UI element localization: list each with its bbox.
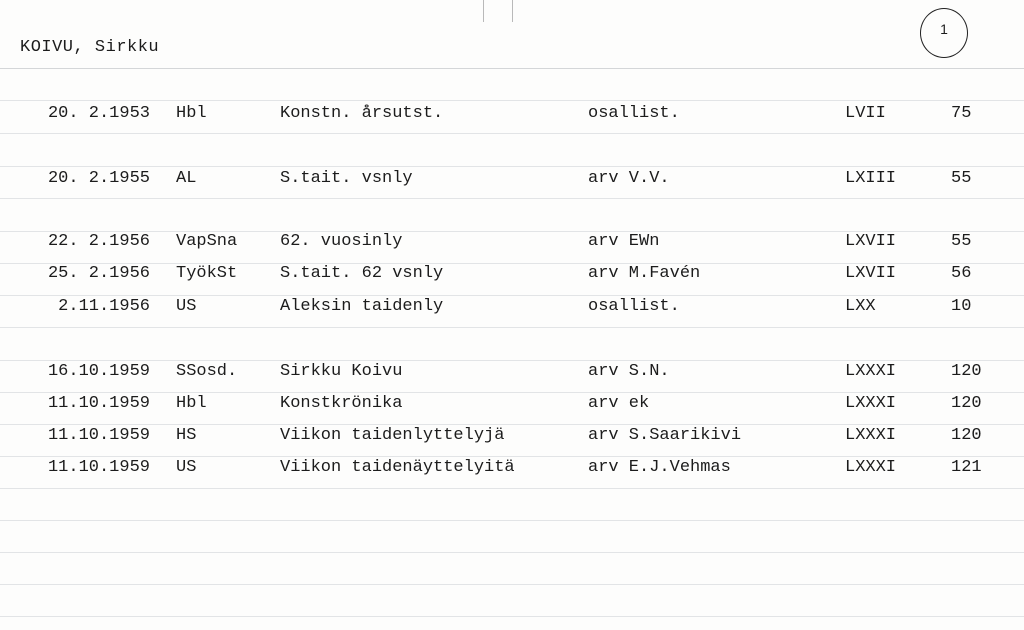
entry-page: 75 xyxy=(951,104,972,123)
entry-volume: LXIII xyxy=(845,169,897,188)
ruled-line xyxy=(0,520,1024,521)
entry-page: 121 xyxy=(951,458,982,477)
entry-row xyxy=(0,426,1024,450)
ruled-line xyxy=(0,327,1024,328)
entry-page: 55 xyxy=(951,169,972,188)
entry-page: 55 xyxy=(951,232,972,251)
entry-title: 62. vuosinly xyxy=(280,232,403,251)
entry-role: arv E.J.Vehmas xyxy=(588,458,731,477)
entry-date: 25. 2.1956 xyxy=(47,264,150,283)
entry-row xyxy=(0,104,1024,128)
entry-title: Konstkrönika xyxy=(280,394,403,413)
ruled-line xyxy=(0,166,1024,167)
entry-row xyxy=(0,232,1024,256)
entry-date: 2.11.1956 xyxy=(58,297,150,316)
entry-role: arv V.V. xyxy=(588,169,670,188)
entry-volume: LXXXI xyxy=(845,394,897,413)
entry-date: 22. 2.1956 xyxy=(47,232,150,251)
header-rule xyxy=(0,68,1024,69)
entry-row xyxy=(0,362,1024,386)
ruled-line xyxy=(0,488,1024,489)
entry-publication: US xyxy=(176,458,197,477)
entry-title: S.tait. 62 vsnly xyxy=(280,264,444,283)
ruled-line xyxy=(0,360,1024,361)
entry-row xyxy=(0,297,1024,321)
entry-publication: Hbl xyxy=(176,394,207,413)
entry-publication: AL xyxy=(176,169,197,188)
entry-title: Sirkku Koivu xyxy=(280,362,403,381)
entry-title: Viikon taidenäyttelyitä xyxy=(280,458,515,477)
entry-publication: Hbl xyxy=(176,104,207,123)
ruled-line xyxy=(0,456,1024,457)
entry-date: 20. 2.1955 xyxy=(47,169,150,188)
entry-role: arv ek xyxy=(588,394,650,413)
entry-role: arv S.Saarikivi xyxy=(588,426,742,445)
entry-page: 56 xyxy=(951,264,972,283)
entry-volume: LXVII xyxy=(845,264,897,283)
ruled-line xyxy=(0,584,1024,585)
card-number: 1 xyxy=(940,21,948,37)
entry-volume: LXXXI xyxy=(845,458,897,477)
entry-role: arv EWn xyxy=(588,232,660,251)
ruled-line xyxy=(0,133,1024,134)
entry-row xyxy=(0,394,1024,418)
entry-row xyxy=(0,169,1024,193)
entry-publication: SSosd. xyxy=(176,362,238,381)
entry-row xyxy=(0,458,1024,482)
entry-role: arv S.N. xyxy=(588,362,670,381)
entry-role: osallist. xyxy=(588,297,680,316)
entry-volume: LXXXI xyxy=(845,362,897,381)
person-name: KOIVU, Sirkku xyxy=(20,38,160,57)
ruled-line xyxy=(0,552,1024,553)
card-number-circle xyxy=(920,8,968,58)
entry-title: S.tait. vsnly xyxy=(280,169,413,188)
entry-role: osallist. xyxy=(588,104,680,123)
entry-volume: LXX xyxy=(845,297,876,316)
entry-date: 11.10.1959 xyxy=(47,426,150,445)
entry-publication: TyökSt xyxy=(176,264,238,283)
entry-date: 16.10.1959 xyxy=(47,362,150,381)
ruled-line xyxy=(0,616,1024,617)
entry-publication: HS xyxy=(176,426,197,445)
entry-date: 20. 2.1953 xyxy=(47,104,150,123)
ruled-line xyxy=(0,198,1024,199)
entry-page: 120 xyxy=(951,362,982,381)
entry-role: arv M.Favén xyxy=(588,264,701,283)
entry-date: 11.10.1959 xyxy=(47,458,150,477)
entry-volume: LXXXI xyxy=(845,426,897,445)
entry-date: 11.10.1959 xyxy=(47,394,150,413)
card-edge-tick xyxy=(512,0,513,22)
entry-publication: US xyxy=(176,297,197,316)
ruled-line xyxy=(0,392,1024,393)
entry-volume: LXVII xyxy=(845,232,897,251)
ruled-line xyxy=(0,424,1024,425)
entry-volume: LVII xyxy=(845,104,886,123)
entry-publication: VapSna xyxy=(176,232,238,251)
entry-title: Konstn. årsutst. xyxy=(280,104,444,123)
ruled-line xyxy=(0,100,1024,101)
entry-row xyxy=(0,264,1024,288)
card-edge-tick xyxy=(483,0,484,22)
ruled-line xyxy=(0,295,1024,296)
entry-title: Aleksin taidenly xyxy=(280,297,444,316)
entry-title: Viikon taidenlyttelyjä xyxy=(280,426,505,445)
entry-page: 10 xyxy=(951,297,972,316)
entry-page: 120 xyxy=(951,426,982,445)
entry-page: 120 xyxy=(951,394,982,413)
